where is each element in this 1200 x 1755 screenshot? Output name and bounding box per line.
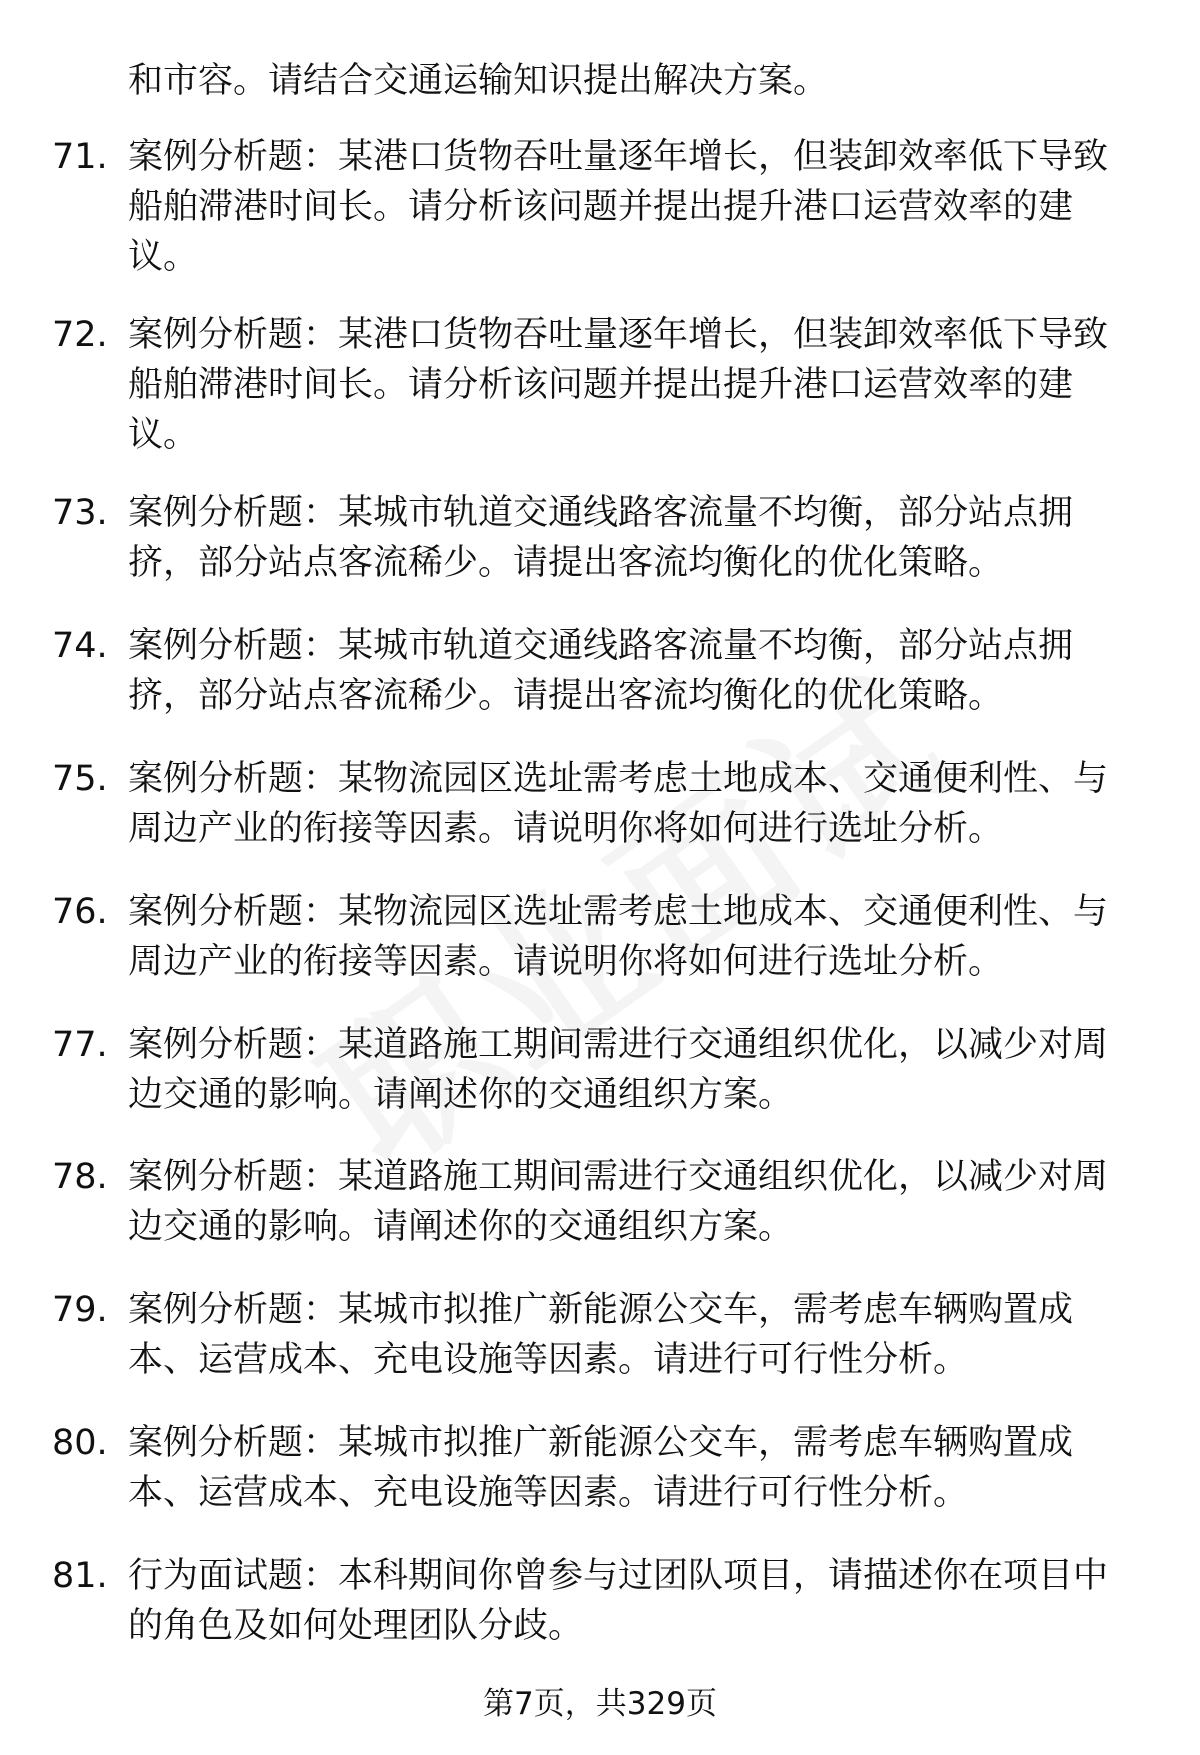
question-number: 79.: [52, 1290, 108, 1330]
question-text: 案例分析题：某城市轨道交通线路客流量不均衡，部分站点拥挤，部分站点客流稀少。请提出客流均衡化的优化策略。: [128, 626, 1074, 716]
question-text: 行为面试题：本科期间你曾参与过团队项目，请描述你在项目中的角色及如何处理团队分歧。: [128, 1556, 1109, 1646]
question-number: 71.: [52, 137, 108, 177]
question-71: [52, 132, 1142, 282]
question-74: [52, 621, 1142, 721]
question-78: [52, 1152, 1142, 1252]
question-76: [52, 887, 1142, 987]
question-text: 案例分析题：某道路施工期间需进行交通组织优化，以减少对周边交通的影响。请阐述你的交通组织方案。: [128, 1157, 1109, 1247]
question-number: 77.: [52, 1025, 108, 1065]
question-text: 案例分析题：某物流园区选址需考虑土地成本、交通便利性、与周边产业的衔接等因素。请说明你将如何进行选址分析。: [128, 892, 1109, 982]
question-81: [52, 1551, 1142, 1651]
question-text: 案例分析题：某港口货物吞吐量逐年增长，但装卸效率低下导致船舶滞港时间长。请分析该问题并提出提升港口运营效率的建议。: [128, 137, 1109, 277]
question-text: 案例分析题：某道路施工期间需进行交通组织优化，以减少对周边交通的影响。请阐述你的交通组织方案。: [128, 1025, 1109, 1115]
question-number: 74.: [52, 626, 108, 666]
question-79: [52, 1285, 1142, 1385]
question-number: 75.: [52, 759, 108, 799]
page-indicator: 第7页，共329页: [483, 1686, 717, 1722]
question-73: [52, 488, 1142, 588]
question-72: [52, 310, 1142, 460]
continued-question-text: 和市容。请结合交通运输知识提出解决方案。: [128, 61, 829, 101]
question-number: 81.: [52, 1556, 108, 1596]
question-text: 案例分析题：某城市拟推广新能源公交车，需考虑车辆购置成本、运营成本、充电设施等因素。请进行可行性分析。: [128, 1423, 1074, 1513]
question-number: 78.: [52, 1157, 108, 1197]
question-80: [52, 1418, 1142, 1518]
question-number: 73.: [52, 493, 108, 533]
question-number: 72.: [52, 315, 108, 355]
question-text: 案例分析题：某港口货物吞吐量逐年增长，但装卸效率低下导致船舶滞港时间长。请分析该问题并提出提升港口运营效率的建议。: [128, 315, 1109, 455]
question-77: [52, 1020, 1142, 1120]
question-number: 76.: [52, 892, 108, 932]
question-text: 案例分析题：某城市轨道交通线路客流量不均衡，部分站点拥挤，部分站点客流稀少。请提出客流均衡化的优化策略。: [128, 493, 1074, 583]
question-text: 案例分析题：某城市拟推广新能源公交车，需考虑车辆购置成本、运营成本、充电设施等因素。请进行可行性分析。: [128, 1290, 1074, 1380]
question-text: 案例分析题：某物流园区选址需考虑土地成本、交通便利性、与周边产业的衔接等因素。请说明你将如何进行选址分析。: [128, 759, 1109, 849]
question-number: 80.: [52, 1423, 108, 1463]
question-75: [52, 754, 1142, 854]
